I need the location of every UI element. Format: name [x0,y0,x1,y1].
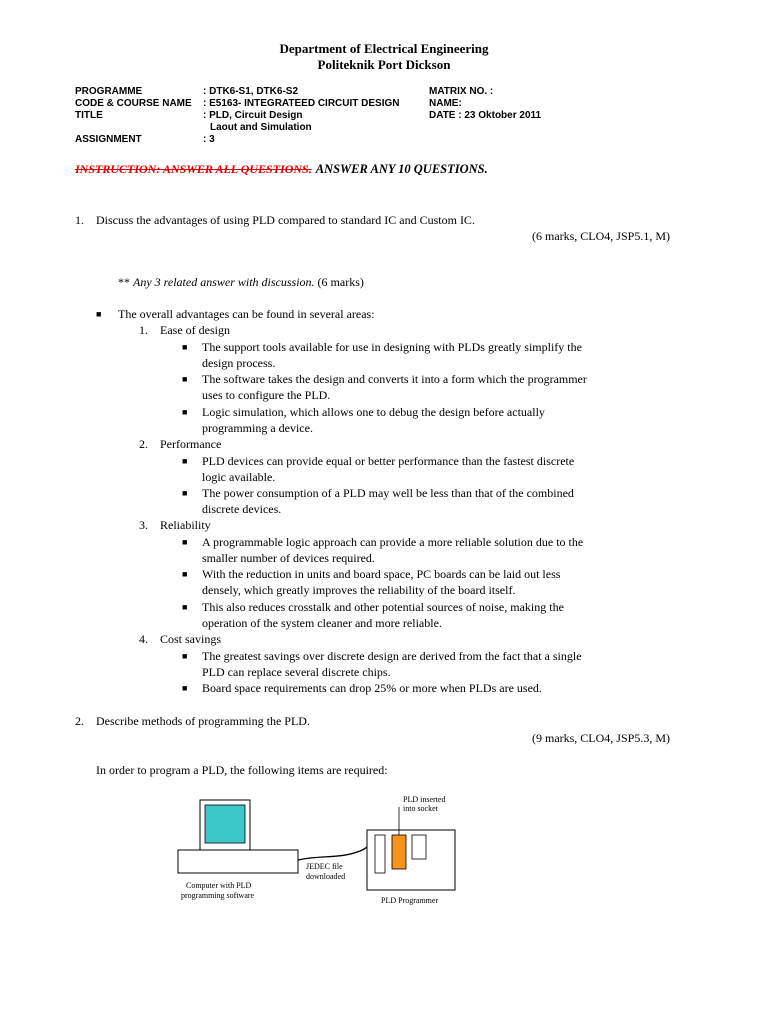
q1-note-suffix: (6 marks) [314,275,364,289]
programme-label: PROGRAMME [75,86,143,97]
instruction-line [75,160,488,178]
programme-value: : DTK6-S1, DTK6-S2 [203,86,299,97]
pld-inserted-label: PLD inserted [403,795,446,804]
bullet-text: The software takes the design and converts it into a form which the programmer [202,372,587,386]
programmer-caption: PLD Programmer [381,896,439,905]
computer-base [178,850,298,873]
bullet-icon: ■ [182,407,188,417]
bullet-text-cont: uses to configure the PLD. [202,388,331,402]
bullet-text: PLD devices can provide equal or better performance than the fastest discrete [202,454,575,468]
bullet-text: The power consumption of a PLD may well be less than that of the combined [202,486,574,500]
monitor-screen [205,805,245,843]
section-number: 1. [139,323,148,337]
bullet-icon: ■ [182,537,188,547]
bullet-icon: ■ [182,456,188,466]
instruction-struck: INSTRUCTION: ANSWER ALL QUESTIONS. [75,162,312,176]
bullet-text-cont: design process. [202,356,276,370]
q2-marks: (9 marks, CLO4, JSP5.3, M) [531,731,670,745]
matrix-label: MATRIX NO. : [429,86,494,97]
connection-cable [298,837,370,860]
section-title: Cost savings [160,632,222,646]
code-value: : E5163- INTEGRATEED CIRCUIT DESIGN [203,98,400,109]
title-label: TITLE [75,110,103,121]
q2-number: 2. [75,714,84,728]
bullet-text: A programmable logic approach can provide a more reliable solution due to the [202,535,584,549]
bullet-text: Logic simulation, which allows one to debug the design before actually [202,405,545,419]
q1-number: 1. [75,213,84,227]
bullet-text: The support tools available for use in designing with PLDs greatly simplify the [202,340,582,354]
section-number: 3. [139,518,148,532]
bullet-icon: ■ [182,342,188,352]
q1-note-italic: Any 3 related answer with discussion. [133,275,315,289]
assignment-label: ASSIGNMENT [75,134,142,145]
bullet-text-cont: operation of the system cleaner and more reliable. [202,616,442,630]
pld-chip [392,835,406,869]
q1-intro: The overall advantages can be found in several areas: [118,307,375,321]
bullet-text: The greatest savings over discrete design are derived from the fact that a single [202,649,582,663]
title-value-cont: Laout and Simulation [210,122,312,133]
computer-caption: Computer with PLD [186,881,252,890]
assignment-value: : 3 [203,134,215,145]
bullet-text-cont: PLD can replace several discrete chips. [202,665,391,679]
bullet-text-cont: smaller number of devices required. [202,551,375,565]
name-label: NAME: [429,98,462,109]
section-title: Performance [160,437,222,451]
bullet-icon: ■ [182,683,188,693]
date-label: DATE : 23 Oktober 2011 [429,110,542,121]
socket-left [375,835,385,873]
title-value: : PLD, Circuit Design [203,110,303,121]
bullet-icon: ■ [182,569,188,579]
bullet-text: With the reduction in units and board space, PC boards can be laid out less [202,567,561,581]
socket-right [412,835,426,859]
section-number: 4. [139,632,148,646]
code-label: CODE & COURSE NAME [75,98,192,109]
bullet-text-cont: densely, which greatly improves the reliability of the board itself. [202,583,516,597]
department-title: Department of Electrical Engineering [279,41,489,56]
pld-inserted-label-cont: into socket [403,804,438,813]
section-title: Ease of design [160,323,230,337]
jedec-label: JEDEC file [306,862,343,871]
bullet-icon: ■ [182,488,188,498]
q2-text: Describe methods of programming the PLD. [96,714,310,728]
bullet-text-cont: programming a device. [202,421,313,435]
q1-marks: (6 marks, CLO4, JSP5.1, M) [531,229,670,243]
q1-note-prefix: ** [118,275,133,289]
bullet-text: This also reduces crosstalk and other potential sources of noise, making the [202,600,564,614]
q1-note [118,274,364,290]
bullet-text-cont: logic available. [202,470,276,484]
q1-text: Discuss the advantages of using PLD compared to standard IC and Custom IC. [96,213,475,227]
jedec-label-cont: downloaded [306,872,346,881]
instruction-current: ANSWER ANY 10 QUESTIONS. [315,162,488,176]
q2-intro: In order to program a PLD, the following items are required: [96,763,388,777]
bullet-icon: ■ [182,374,188,384]
section-number: 2. [139,437,148,451]
bullet-icon: ■ [182,602,188,612]
computer-caption-cont: programming software [181,891,255,900]
bullet-text-cont: discrete devices. [202,502,282,516]
bullet-icon: ■ [182,651,188,661]
section-title: Reliability [160,518,211,532]
bullet-text: Board space requirements can drop 25% or more when PLDs are used. [202,681,542,695]
bullet-icon: ■ [96,309,102,319]
institution-title: Politeknik Port Dickson [317,57,451,72]
